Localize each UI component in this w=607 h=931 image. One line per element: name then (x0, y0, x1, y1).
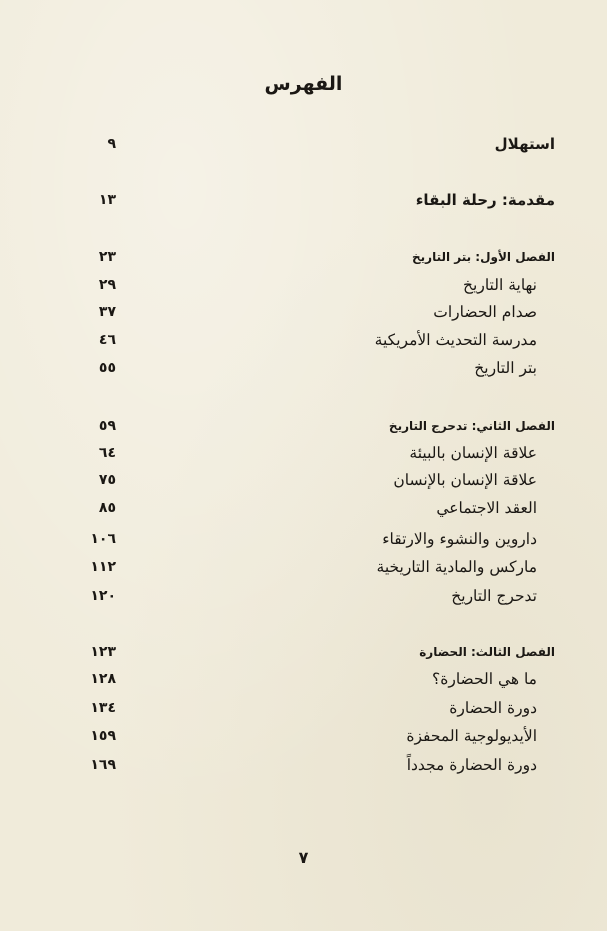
toc-entry (0, 356, 607, 380)
toc-chapter-heading (0, 245, 607, 269)
toc-entry-page: ١٢٠ (90, 588, 116, 604)
toc-entry (0, 555, 607, 579)
toc-entry-page: ٥٥ (98, 360, 116, 376)
toc-entry (0, 527, 607, 551)
toc-entry (0, 667, 607, 691)
page-title: الفهرس (264, 73, 343, 95)
toc-chapter-heading (0, 640, 607, 664)
toc-entry-label: دورة الحضارة (449, 699, 537, 717)
toc-entry-label: نهاية التاريخ (463, 276, 537, 294)
toc-entry-page: ٤٦ (98, 332, 116, 348)
toc-entry-page: ٥٩ (98, 418, 116, 434)
toc-entry-page: ١٦٩ (90, 757, 116, 773)
toc-entry (0, 724, 607, 748)
toc-entry-label: العقد الاجتماعي (436, 499, 537, 517)
toc-chapter-heading (0, 414, 607, 438)
toc-entry (0, 441, 607, 465)
toc-entry-page: ١٣٤ (90, 700, 116, 716)
toc-entry-page: ٧٥ (98, 472, 116, 488)
toc-entry (0, 696, 607, 720)
toc-entry-page: ١٠٦ (90, 531, 116, 547)
toc-entry-label: صدام الحضارات (433, 303, 537, 321)
toc-entry-page: ٨٥ (98, 500, 116, 516)
toc-entry-label: الفصل الثاني: تدحرج التاريخ (388, 419, 555, 433)
toc-entry-label: علاقة الإنسان بالإنسان (393, 471, 537, 489)
toc-entry-label: الفصل الأول: بتر التاريخ (412, 250, 555, 264)
toc-entry (0, 328, 607, 352)
toc-entry-label: دورة الحضارة مجدداً (406, 756, 537, 774)
toc-entry (0, 468, 607, 492)
toc-entry-label: استهلال (494, 135, 555, 153)
toc-entry-page: ٦٤ (98, 445, 116, 461)
toc-entry-page: ١٣ (98, 192, 116, 208)
toc-entry (0, 188, 607, 212)
toc-entry-page: ١٥٩ (90, 728, 116, 744)
toc-entry (0, 273, 607, 297)
toc-entry (0, 132, 607, 156)
toc-entry-label: علاقة الإنسان بالبيئة (409, 444, 537, 462)
toc-entry (0, 300, 607, 324)
toc-entry-label: ماركس والمادية التاريخية (376, 558, 537, 576)
toc-entry-label: بتر التاريخ (474, 359, 537, 377)
toc-entry-label: تدحرج التاريخ (451, 587, 537, 605)
toc-entry-label: الفصل الثالث: الحضارة (419, 645, 555, 659)
toc-entry (0, 584, 607, 608)
toc-entry-page: ٢٩ (98, 277, 116, 293)
toc-entry-label: مدرسة التحديث الأمريكية (374, 331, 537, 349)
toc-entry (0, 496, 607, 520)
toc-entry-label: داروين والنشوء والارتقاء (382, 530, 537, 548)
toc-entry-page: ١٢٨ (90, 671, 116, 687)
toc-entry (0, 753, 607, 777)
toc-entry-page: ٢٣ (98, 249, 116, 265)
page-number: ٧ (298, 848, 309, 867)
toc-entry-label: الأيديولوجية المحفزة (406, 727, 537, 745)
toc-entry-label: ما هي الحضارة؟ (431, 670, 537, 688)
toc-entry-page: ٣٧ (98, 304, 116, 320)
toc-entry-page: ١٢٣ (90, 644, 116, 660)
toc-entry-label: مقدمة: رحلة البقاء (415, 191, 555, 209)
toc-entry-page: ٩ (107, 136, 116, 152)
toc-entry-page: ١١٢ (90, 559, 116, 575)
